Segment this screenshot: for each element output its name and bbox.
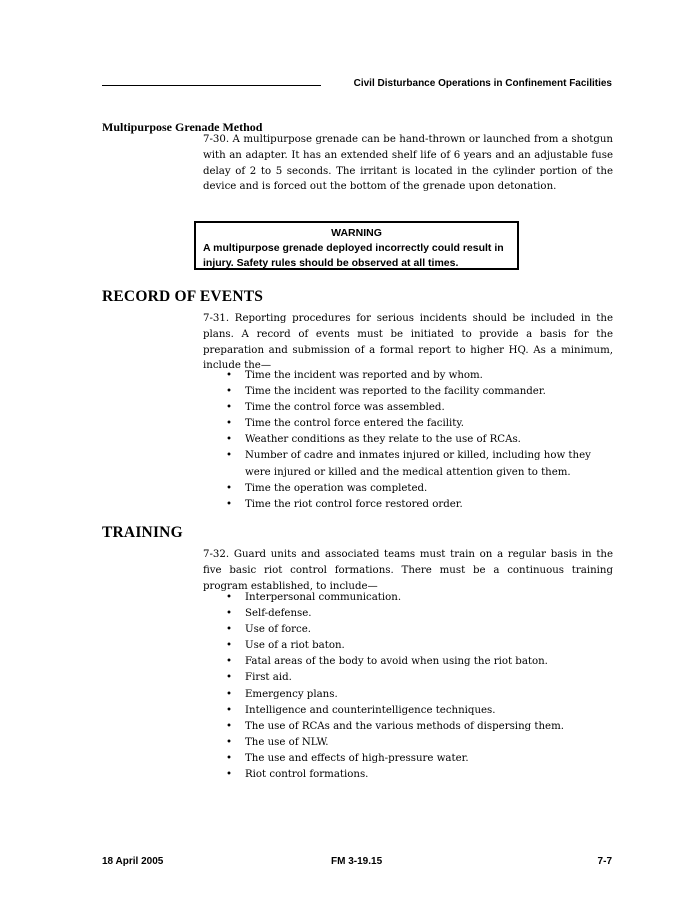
list-item: • Number of cadre and inmates injured or killed, including how they were injured or killed and the medical attention given to them. bbox=[226, 448, 616, 480]
record-of-events-list bbox=[226, 368, 616, 513]
warning-box bbox=[194, 221, 519, 270]
warning-text: A multipurpose grenade deployed incorrectly could result in injury. Safety rules should be observed at all times. bbox=[203, 242, 504, 269]
list-item: • The use and effects of high-pressure water. bbox=[226, 751, 616, 767]
list-item: • Intelligence and counterintelligence techniques. bbox=[226, 703, 616, 719]
list-item: • Weather conditions as they relate to the use of RCAs. bbox=[226, 432, 616, 448]
warning-title: WARNING bbox=[331, 227, 382, 239]
record-of-events-heading: RECORD OF EVENTS bbox=[102, 288, 264, 305]
list-item: • Fatal areas of the body to avoid when using the riot baton. bbox=[226, 654, 616, 670]
list-item: • The use of NLW. bbox=[226, 735, 616, 751]
paragraph-7-30: 7-30. A multipurpose grenade can be hand-thrown or launched from a shotgun with an adapter. It has an extended shelf life of 6 years and an adjustable fuse delay of 2 to 5 seconds. The irritant is located in the cylinder portion of the device and is forced out the bottom of the grenade upon detonation. bbox=[203, 134, 613, 193]
list-item: • Emergency plans. bbox=[226, 687, 616, 703]
list-item: • Self-defense. bbox=[226, 606, 616, 622]
list-item: • Time the incident was reported and by whom. bbox=[226, 368, 616, 384]
header-rule bbox=[102, 85, 321, 86]
list-item: • Time the control force was assembled. bbox=[226, 400, 616, 416]
list-item: • Time the operation was completed. bbox=[226, 481, 616, 497]
list-item: • Time the control force entered the facility. bbox=[226, 416, 616, 432]
list-item: • The use of RCAs and the various methods of dispersing them. bbox=[226, 719, 616, 735]
training-list bbox=[226, 590, 616, 783]
grenade-method-heading: Multipurpose Grenade Method bbox=[102, 120, 263, 134]
list-item: • Interpersonal communication. bbox=[226, 590, 616, 606]
list-item: • Use of a riot baton. bbox=[226, 638, 616, 654]
paragraph-7-32: 7-32. Guard units and associated teams must train on a regular basis in the five basic riot control formations. There must be a continuous training program established, to include— bbox=[203, 549, 613, 592]
list-item: • Use of force. bbox=[226, 622, 616, 638]
list-item: • Time the incident was reported to the facility commander. bbox=[226, 384, 616, 400]
list-item: • First aid. bbox=[226, 670, 616, 686]
running-header: Civil Disturbance Operations in Confinement Facilities bbox=[353, 78, 612, 89]
list-item: • Riot control formations. bbox=[226, 767, 616, 783]
paragraph-7-31: 7-31. Reporting procedures for serious incidents should be included in the plans. A record of events must be initiated to provide a basis for the preparation and submission of a formal report to higher HQ. As a minimum, include the— bbox=[203, 313, 613, 372]
footer-page-number: 7-7 bbox=[597, 856, 612, 867]
training-heading: TRAINING bbox=[102, 524, 183, 541]
footer-date: 18 April 2005 bbox=[102, 856, 164, 867]
list-item: • Time the riot control force restored order. bbox=[226, 497, 616, 513]
footer-manual: FM 3-19.15 bbox=[331, 856, 383, 867]
